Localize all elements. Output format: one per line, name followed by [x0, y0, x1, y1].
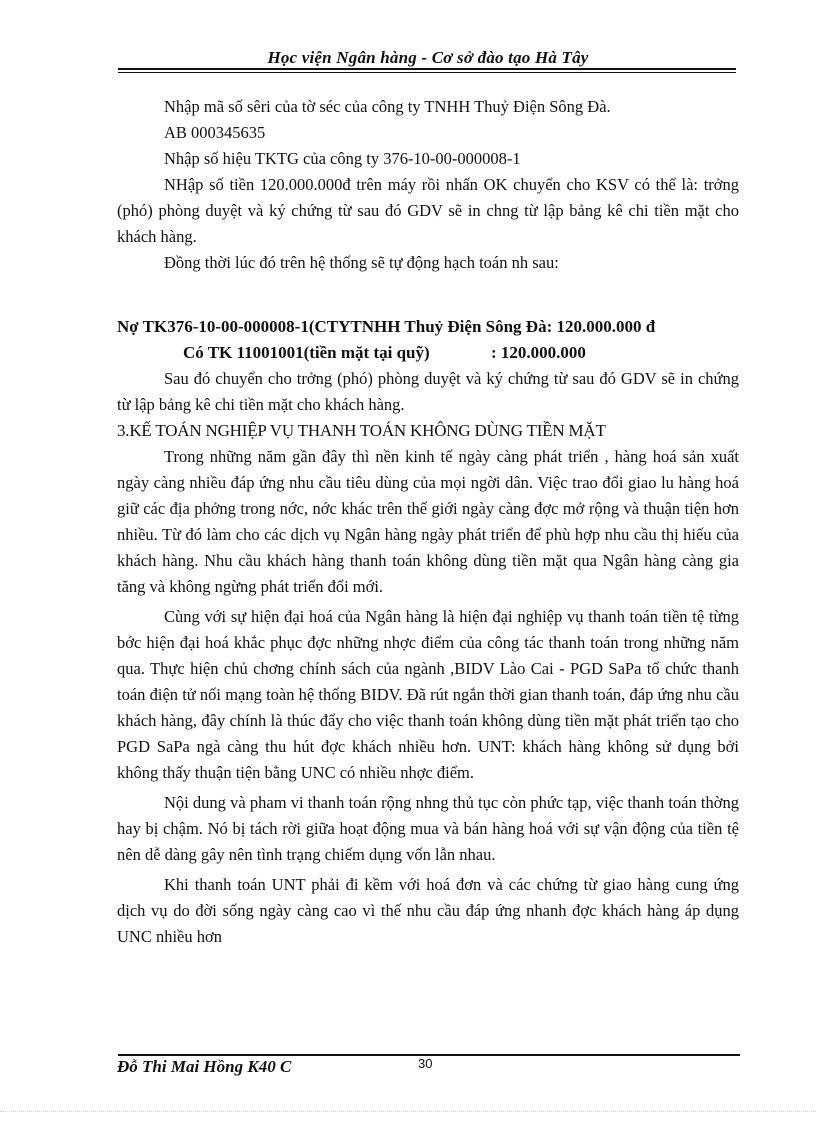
intro-accounting-line: Đồng thời lúc đó trên hệ thống sẽ tự động hạch toán nh sau: [164, 253, 559, 272]
ledger-credit-amount: : 120.000.000 [491, 343, 586, 362]
footer-author: Đỗ Thi Mai Hồng K40 C [117, 1057, 292, 1076]
after-ledger-paragraph: Sau đó chuyển cho trởng (phó) phòng duyệt và ký chứng từ sau đó GDV sẽ in chứng từ lập bảng kê chi tiền mặt cho khách hàng. [117, 369, 739, 414]
section-paragraph-2: Cùng với sự hiện đại hoá của Ngân hàng là hiện đại nghiệp vụ thanh toán tiền tệ từng bớc hiện đại hoá khắc phục đợc những nhợc điểm của công tác thanh toán trong những năm qua. Thực hiện chủ chơng chính sách của ngành ,BIDV Lào Cai - PGD SaPa tổ chức thanh toán điện tử nối mạng toàn hệ thống BIDV. Đã rút ngắn thời gian thanh toán, đáp ứng nhu cầu khách hàng, đây chính là thúc đẩy cho việc thanh toán không dùng tiền mặt phát triển tạo cho PGD SaPa ngà càng thu hút đợc khách nhiều hơn. UNT: khách hàng không sử dụng bởi không thấy thuận tiện bằng UNC có nhiều nhợc điểm. [117, 607, 739, 782]
intro-account-line: Nhập số hiệu TKTG của công ty 376-10-00-000008-1 [164, 149, 521, 168]
document-body [117, 94, 739, 950]
section-paragraph-4: Khi thanh toán UNT phải đi kềm với hoá đơn và các chứng từ giao hàng cung ứng dịch vụ do đời sống ngày càng cao vì thế nhu cầu đáp ứng nhanh đợc khách hàng áp dụng UNC nhiều hơn [117, 875, 739, 946]
page-header-title: Học viện Ngân hàng - Cơ sở đào tạo Hà Tây [267, 48, 589, 67]
ledger-credit-line [117, 340, 739, 366]
page-bottom-dotted-line [0, 1111, 816, 1112]
ledger-debit-line: Nợ TK376-10-00-000008-1(CTYTNHH Thuỷ Điện Sông Đà: 120.000.000 đ [117, 317, 656, 336]
section-paragraph-1: Trong những năm gần đây thì nền kinh tế ngày càng phát triển , hàng hoá sản xuất ngày càng nhiều đáp ứng nhu cầu tiêu dùng của mọi ngời dân. Việc trao đổi giao lu hàng hoá giữ các địa phởng trong nớc, nớc khác trên thế giới ngày càng đợc mở rộng và thuận tiện hơn nhiều. Từ đó làm cho các dịch vụ Ngân hàng ngày phát triển để phù hợp nhu cầu thị hiếu của khách hàng. Nhu cầu khách hàng thanh toán không dùng tiền mặt qua Ngân hàng càng gia tăng và không ngừng phát triển đổi mới. [117, 447, 739, 596]
section-heading: 3.KẾ TOÁN NGHIỆP VỤ THANH TOÁN KHÔNG DÙNG TIỀN MẶT [117, 421, 606, 440]
header-rule-thick [118, 68, 736, 70]
page-number: 30 [418, 1056, 433, 1071]
intro-serial-number: AB 000345635 [164, 123, 266, 142]
header-rule-thin [118, 72, 736, 73]
intro-amount-paragraph: NHập số tiền 120.000.000đ trên máy rồi nhấn OK chuyển cho KSV có thể là: trởng (phó) phòng duyệt và ký chứng từ sau đó GDV sẽ in chng từ lập bảng kê chi tiền mặt cho khách hàng. [117, 175, 739, 246]
intro-serial-line: Nhập mã số sêri của tờ séc của công ty TNHH Thuỷ Điện Sông Đà. [164, 97, 611, 116]
section-paragraph-3: Nội dung và pham vi thanh toán rộng nhng thủ tục còn phức tạp, việc thanh toán thờng hay bị chậm. Nó bị tách rời giữa hoạt động mua và bán hàng hoá với sự vận động của tiền tệ nên dễ dàng gây nên tình trạng chiếm dụng vốn lẫn nhau. [117, 793, 739, 864]
ledger-credit-label: Có TK 11001001(tiền mặt tại quỹ) [183, 343, 430, 362]
